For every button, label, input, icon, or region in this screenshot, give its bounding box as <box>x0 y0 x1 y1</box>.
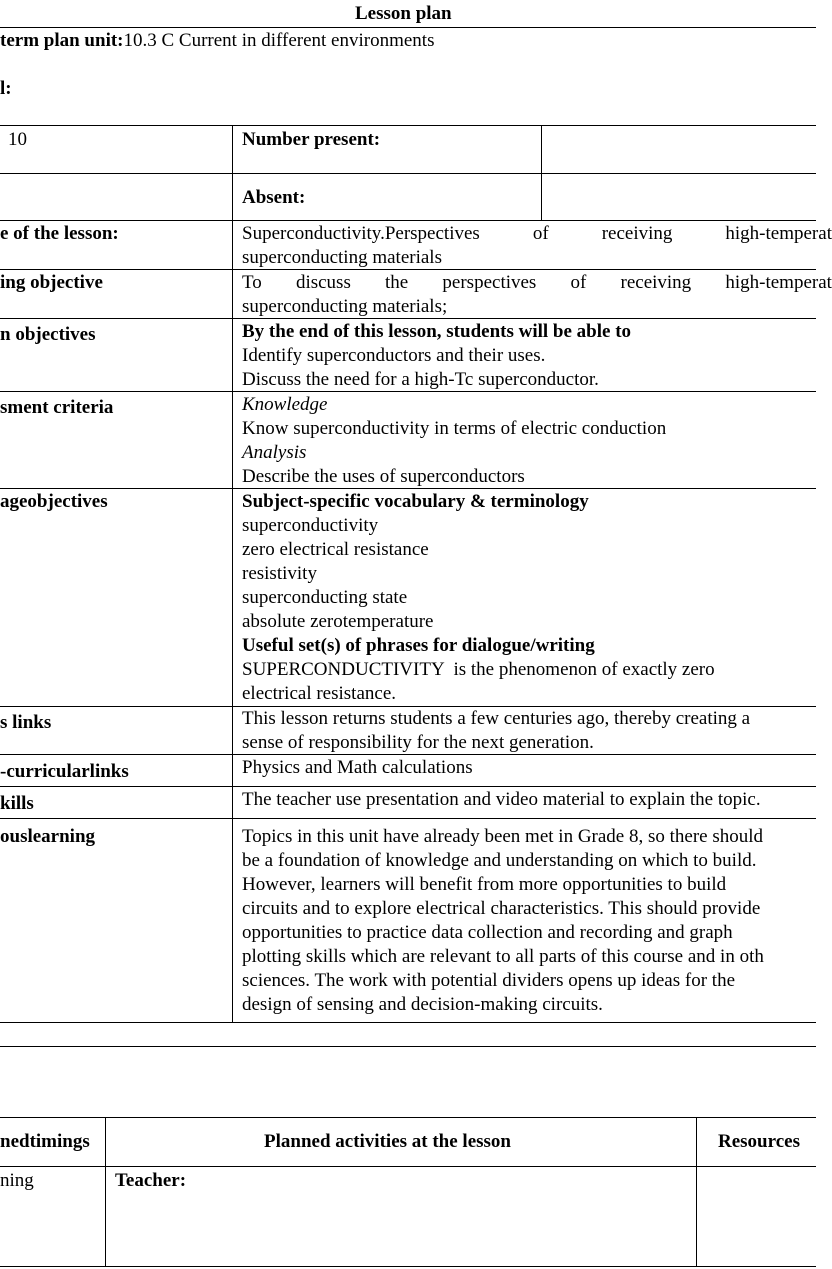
theme-word: high-temperat <box>725 223 832 244</box>
lesson-objectives-label: n objectives <box>0 324 96 345</box>
previous-learning-content <box>242 825 764 1017</box>
previous-learning-label: ouslearning <box>0 826 96 847</box>
table-border <box>0 173 816 174</box>
lesson-objective-item: Discuss the need for a high-Tc superconductor. <box>242 369 599 390</box>
objective-word: the <box>385 272 409 293</box>
plan-activity-cell: Teacher: <box>115 1170 187 1191</box>
table-border <box>0 220 816 221</box>
previous-learning-line: be a foundation of knowledge and understanding on which to build. <box>242 850 757 871</box>
cross-curricular-content: Physics and Math calculations <box>242 757 473 778</box>
objective-word: To <box>242 272 262 293</box>
vocabulary-item: superconducting state <box>242 587 408 608</box>
number-present-label: Number present: <box>242 129 381 150</box>
grade-value: 10 <box>8 129 27 150</box>
previous-learning-line: opportunities to practice data collection and recording and graph <box>242 922 733 943</box>
objective-word: discuss <box>295 272 351 293</box>
unit-line <box>0 29 434 53</box>
assessment-criterion: Describe the uses of superconductors <box>242 466 525 487</box>
theme-label: e of the lesson: <box>0 223 119 244</box>
table-border <box>0 786 816 787</box>
table-border <box>0 1022 816 1023</box>
name-label: l: <box>0 78 12 99</box>
ict-skills-label: kills <box>0 793 34 814</box>
learning-objective-content <box>242 271 832 319</box>
phrase-line: electrical resistance. <box>242 683 397 704</box>
cross-curricular-label: -curricularlinks <box>0 761 129 782</box>
language-objectives-label: ageobjectives <box>0 491 108 512</box>
theme-word: receiving <box>601 223 673 244</box>
plan-timing-cell: ning <box>0 1170 34 1191</box>
phrases-heading: Useful set(s) of phrases for dialogue/writing <box>242 635 595 656</box>
previous-learning-line: However, learners will benefit from more opportunities to build <box>242 874 727 895</box>
previous-learning-line: circuits and to explore electrical characteristics. This should provide <box>242 898 761 919</box>
previous-learning-line: plotting skills which are relevant to all parts of this course and in oth <box>242 946 764 967</box>
objective-word: of <box>570 272 587 293</box>
values-line: This lesson returns students a few centuries ago, thereby creating a <box>242 708 751 729</box>
vocabulary-heading: Subject-specific vocabulary & terminology <box>242 491 589 512</box>
lesson-objectives-content <box>242 320 631 392</box>
assessment-criterion: Know superconductivity in terms of electric conduction <box>242 418 667 439</box>
previous-learning-line: sciences. The work with potential dividers opens up ideas for the <box>242 970 735 991</box>
previous-learning-line: Topics in this unit have already been met in Grade 8, so there should <box>242 826 764 847</box>
values-line: sense of responsibility for the next generation. <box>242 732 594 753</box>
assessment-label: sment criteria <box>0 397 114 418</box>
plan-column-divider <box>696 1117 697 1267</box>
objective-word: high-temperat <box>725 272 832 293</box>
theme-word: of <box>532 223 549 244</box>
theme-word: Superconductivity.Perspectives <box>242 223 480 244</box>
title-divider <box>0 27 816 28</box>
objective-line-2: superconducting materials; <box>242 296 448 317</box>
absent-label: Absent: <box>242 187 306 208</box>
page-title: Lesson plan <box>355 3 452 24</box>
vocabulary-item: superconductivity <box>242 515 379 536</box>
assessment-content <box>242 393 666 489</box>
previous-learning-line: design of sensing and decision-making circuits. <box>242 994 603 1015</box>
plan-table-border <box>0 1266 816 1267</box>
table-column-divider <box>232 125 233 1022</box>
table-border <box>0 818 816 819</box>
plan-table-border <box>0 1166 816 1167</box>
theme-line-2: superconducting materials <box>242 247 442 268</box>
theme-content <box>242 222 832 270</box>
objective-word: receiving <box>620 272 692 293</box>
plan-column-divider <box>105 1117 106 1267</box>
vocabulary-item: resistivity <box>242 563 317 584</box>
assessment-category: Knowledge <box>242 394 328 415</box>
theme-line-1 <box>242 222 832 246</box>
plan-table-border <box>0 1117 816 1118</box>
assessment-category: Analysis <box>242 442 307 463</box>
plan-header-resources: Resources <box>718 1131 800 1152</box>
lesson-objectives-heading: By the end of this lesson, students will be able to <box>242 321 632 342</box>
section-divider <box>0 1046 816 1047</box>
unit-label: term plan unit: <box>0 30 124 51</box>
objective-line-1 <box>242 271 832 295</box>
vocabulary-item: zero electrical resistance <box>242 539 429 560</box>
plan-header-activities: Planned activities at the lesson <box>264 1131 511 1152</box>
ict-skills-content: The teacher use presentation and video material to explain the topic. <box>242 789 761 810</box>
values-links-label: s links <box>0 712 52 733</box>
unit-value: 10.3 C Current in different environments <box>123 30 435 51</box>
lesson-objective-item: Identify superconductors and their uses. <box>242 345 546 366</box>
learning-objective-label: ing objective <box>0 272 103 293</box>
table-border <box>0 125 816 126</box>
phrase-line: SUPERCONDUCTIVITY is the phenomenon of exactly zero <box>242 659 715 680</box>
language-objectives-content <box>242 490 715 706</box>
vocabulary-item: absolute zerotemperature <box>242 611 434 632</box>
objective-word: perspectives <box>442 272 537 293</box>
values-links-content <box>242 707 750 755</box>
table-column-divider <box>541 125 542 220</box>
plan-header-timings: nedtimings <box>0 1131 90 1152</box>
